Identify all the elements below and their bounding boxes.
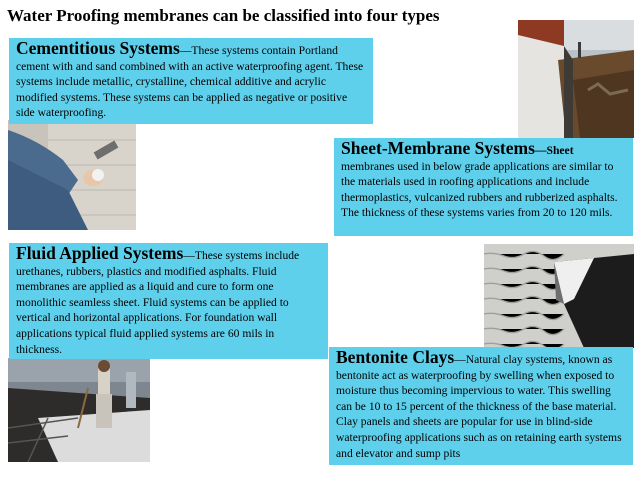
section-sheet-membrane-systems: [334, 138, 633, 236]
sheet-heading: Sheet-Membrane Systems: [341, 138, 535, 158]
section-bentonite-clays: [329, 347, 633, 465]
photo-cementitious-application: [8, 120, 136, 230]
section-fluid-applied-systems: [9, 243, 328, 359]
sheet-heading-tail: —Sheet: [534, 144, 574, 157]
slide-title: Water Proofing membranes can be classified into four types: [7, 6, 440, 25]
cementitious-text: —These systems contain Portland cement with and sand combined with an active waterproofing agent. These systems include metallic, crystalline, chemical additive and acrylic modified systems. These systems can be applied as negative or positive side waterproofing.: [16, 44, 364, 120]
photo-foundation-wall-excavation: [518, 20, 634, 138]
bentonite-heading: Bentonite Clays: [336, 347, 455, 367]
bentonite-text: —Natural clay systems, known as bentonite act as waterproofing by swelling when exposed to moisture thus becoming impervious to water. This swelling can be 10 to 15 percent of the thickness of the base material. Clay panels and sheets are popular for use in blind-side waterproofing applications such as on retaining earth systems and elevator and sump pits: [336, 353, 622, 460]
fluid-heading: Fluid Applied Systems: [16, 243, 184, 263]
section-cementitious-systems: [9, 38, 373, 124]
photo-sheet-membrane: [484, 244, 634, 348]
photo-fluid-application: [8, 358, 150, 462]
cementitious-heading: Cementitious Systems: [16, 38, 180, 58]
sheet-text: membranes used in below grade applications are similar to the materials used in roofing applications and include thermoplastics, vulcanized rubbers and rubberized asphalts. The thickness of these systems varies from 20 to 120 mils.: [341, 159, 618, 220]
fluid-text: —These systems include urethanes, rubbers, plastics and modified asphalts. Fluid membranes are applied as a liquid and cure to form one monolithic seamless sheet. Fluid systems can be applied to vertical and horizontal applications. For foundation wall applications typical fluid applied systems are 60 mils in thickness.: [16, 249, 300, 356]
